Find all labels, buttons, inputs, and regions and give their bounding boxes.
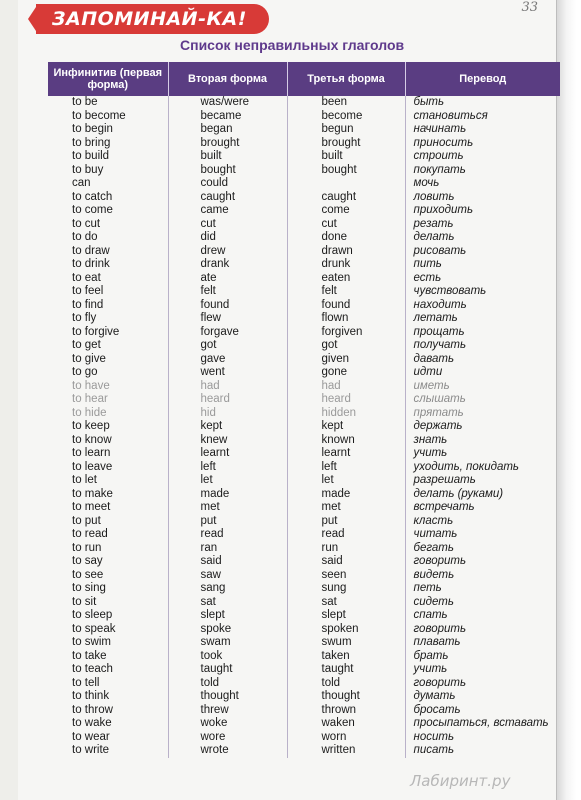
third-form-cell: begun bbox=[287, 123, 405, 137]
table-row bbox=[48, 515, 560, 529]
third-form-cell: built bbox=[287, 150, 405, 164]
infinitive-cell: to sit bbox=[48, 596, 168, 610]
second-form-cell: said bbox=[168, 555, 287, 569]
second-form-cell: told bbox=[168, 677, 287, 691]
infinitive-cell: to run bbox=[48, 542, 168, 556]
infinitive-cell: to begin bbox=[48, 123, 168, 137]
second-form-cell: took bbox=[168, 650, 287, 664]
translation-cell: знать bbox=[413, 433, 448, 446]
infinitive-cell: to throw bbox=[48, 704, 168, 718]
infinitive-cell: to be bbox=[48, 96, 168, 110]
translation-cell: уходить, покидать bbox=[413, 460, 519, 473]
table-row bbox=[48, 245, 560, 259]
second-form-cell: wore bbox=[168, 731, 287, 745]
second-form-cell: was/were bbox=[168, 96, 287, 110]
third-form-cell: said bbox=[287, 555, 405, 569]
table-row bbox=[48, 420, 560, 434]
table-row bbox=[48, 731, 560, 745]
second-form-cell: thought bbox=[168, 690, 287, 704]
third-form-cell: found bbox=[287, 299, 405, 313]
second-form-cell: let bbox=[168, 474, 287, 488]
table-row bbox=[48, 137, 560, 151]
infinitive-cell: to buy bbox=[48, 164, 168, 178]
table-row bbox=[48, 677, 560, 691]
table-row bbox=[48, 285, 560, 299]
second-form-cell: threw bbox=[168, 704, 287, 718]
table-row bbox=[48, 380, 560, 394]
third-form-cell: come bbox=[287, 204, 405, 218]
header-infinitive: Инфинитив (первая форма) bbox=[48, 62, 168, 96]
third-form-cell: been bbox=[287, 96, 405, 110]
third-form-cell: cut bbox=[287, 218, 405, 232]
table-body bbox=[48, 96, 560, 758]
translation-cell: слышать bbox=[413, 393, 466, 405]
page-title: Список неправильных глаголов bbox=[180, 37, 405, 53]
second-form-cell: drank bbox=[168, 258, 287, 272]
table-row bbox=[48, 744, 560, 758]
section-badge bbox=[36, 4, 269, 34]
infinitive-cell: to hide bbox=[48, 407, 168, 421]
table-row bbox=[48, 717, 560, 731]
second-form-cell: got bbox=[168, 339, 287, 353]
infinitive-cell: to bring bbox=[48, 137, 168, 151]
translation-cell: резать bbox=[413, 217, 454, 230]
infinitive-cell: to build bbox=[48, 150, 168, 164]
second-form-cell: put bbox=[168, 515, 287, 529]
second-form-cell: ran bbox=[168, 542, 287, 556]
table-row bbox=[48, 501, 560, 515]
third-form-cell: learnt bbox=[287, 447, 405, 461]
table-row bbox=[48, 704, 560, 718]
translation-cell: носить bbox=[413, 730, 454, 743]
infinitive-cell: to swim bbox=[48, 636, 168, 650]
page-corner-number: 33 bbox=[521, 0, 538, 15]
translation-cell: приносить bbox=[413, 136, 474, 149]
second-form-cell: woke bbox=[168, 717, 287, 731]
translation-cell: покупать bbox=[413, 163, 466, 176]
header-third-form: Третья форма bbox=[287, 62, 405, 96]
translation-cell: говорить bbox=[413, 622, 467, 635]
third-form-cell: forgiven bbox=[287, 326, 405, 340]
infinitive-cell: to keep bbox=[48, 420, 168, 434]
infinitive-cell: to go bbox=[48, 366, 168, 380]
infinitive-cell: to feel bbox=[48, 285, 168, 299]
translation-cell: учить bbox=[413, 447, 448, 459]
third-form-cell: eaten bbox=[287, 272, 405, 286]
infinitive-cell: to know bbox=[48, 434, 168, 448]
third-form-cell: sat bbox=[287, 596, 405, 610]
table-row bbox=[48, 204, 560, 218]
translation-cell: иметь bbox=[413, 379, 450, 392]
table-row bbox=[48, 231, 560, 245]
infinitive-cell: to eat bbox=[48, 272, 168, 286]
second-form-cell: sang bbox=[168, 582, 287, 596]
translation-cell: встречать bbox=[413, 501, 475, 513]
translation-cell: думать bbox=[413, 690, 456, 702]
third-form-cell: spoken bbox=[287, 623, 405, 637]
infinitive-cell: to see bbox=[48, 569, 168, 583]
table-row bbox=[48, 542, 560, 556]
infinitive-cell: to do bbox=[48, 231, 168, 245]
infinitive-cell: to get bbox=[48, 339, 168, 353]
translation-cell: становиться bbox=[413, 109, 488, 122]
third-form-cell: bought bbox=[287, 164, 405, 178]
infinitive-cell: to drink bbox=[48, 258, 168, 272]
infinitive-cell: to catch bbox=[48, 191, 168, 205]
translation-cell: строить bbox=[413, 150, 464, 162]
table-row bbox=[48, 488, 560, 502]
third-form-cell: done bbox=[287, 231, 405, 245]
translation-cell: мочь bbox=[413, 177, 440, 189]
translation-cell: сидеть bbox=[413, 595, 454, 608]
third-form-cell: felt bbox=[287, 285, 405, 299]
second-form-cell: knew bbox=[168, 434, 287, 448]
table-row bbox=[48, 96, 560, 110]
third-form-cell: swum bbox=[287, 636, 405, 650]
second-form-cell: left bbox=[168, 461, 287, 475]
third-form-cell: run bbox=[287, 542, 405, 556]
third-form-cell: given bbox=[287, 353, 405, 367]
infinitive-cell: to read bbox=[48, 528, 168, 542]
table-row bbox=[48, 407, 560, 421]
third-form-cell: let bbox=[287, 474, 405, 488]
infinitive-cell: can bbox=[48, 177, 168, 191]
infinitive-cell: to put bbox=[48, 515, 168, 529]
table-row bbox=[48, 191, 560, 205]
infinitive-cell: to write bbox=[48, 744, 168, 758]
table-row bbox=[48, 272, 560, 286]
infinitive-cell: to wear bbox=[48, 731, 168, 745]
table-row bbox=[48, 353, 560, 367]
translation-cell: ловить bbox=[413, 190, 455, 203]
translation-cell: петь bbox=[413, 582, 442, 594]
third-form-cell: taken bbox=[287, 650, 405, 664]
infinitive-cell: to sleep bbox=[48, 609, 168, 623]
infinitive-cell: to fly bbox=[48, 312, 168, 326]
second-form-cell: learnt bbox=[168, 447, 287, 461]
third-form-cell: worn bbox=[287, 731, 405, 745]
table-row bbox=[48, 434, 560, 448]
second-form-cell: had bbox=[168, 380, 287, 394]
infinitive-cell: to leave bbox=[48, 461, 168, 475]
translation-cell: плавать bbox=[413, 636, 461, 648]
third-form-cell: left bbox=[287, 461, 405, 475]
infinitive-cell: to say bbox=[48, 555, 168, 569]
table-row bbox=[48, 258, 560, 272]
second-form-cell: found bbox=[168, 299, 287, 313]
third-form-cell: thought bbox=[287, 690, 405, 704]
third-form-cell: hidden bbox=[287, 407, 405, 421]
infinitive-cell: to come bbox=[48, 204, 168, 218]
infinitive-cell: to sing bbox=[48, 582, 168, 596]
translation-cell: делать (руками) bbox=[413, 487, 504, 500]
translation-cell: чувствовать bbox=[413, 285, 487, 297]
third-form-cell: become bbox=[287, 110, 405, 124]
table-row bbox=[48, 582, 560, 596]
second-form-cell: sat bbox=[168, 596, 287, 610]
table-row bbox=[48, 110, 560, 124]
table-header-row bbox=[48, 62, 560, 96]
third-form-cell: written bbox=[287, 744, 405, 758]
translation-cell: есть bbox=[413, 271, 442, 284]
second-form-cell: gave bbox=[168, 353, 287, 367]
third-form-cell: caught bbox=[287, 191, 405, 205]
second-form-cell: saw bbox=[168, 569, 287, 583]
second-form-cell: read bbox=[168, 528, 287, 542]
third-form-cell: drawn bbox=[287, 245, 405, 259]
infinitive-cell: to make bbox=[48, 488, 168, 502]
infinitive-cell: to meet bbox=[48, 501, 168, 515]
third-form-cell: gone bbox=[287, 366, 405, 380]
table-row bbox=[48, 177, 560, 191]
translation-cell: держать bbox=[413, 420, 463, 432]
second-form-cell: heard bbox=[168, 393, 287, 407]
translation-cell: получать bbox=[413, 339, 467, 351]
translation-cell: говорить bbox=[413, 555, 467, 567]
table-row bbox=[48, 650, 560, 664]
translation-cell: рисовать bbox=[413, 244, 467, 257]
second-form-cell: could bbox=[168, 177, 287, 191]
third-form-cell: met bbox=[287, 501, 405, 515]
infinitive-cell: to think bbox=[48, 690, 168, 704]
table-row bbox=[48, 555, 560, 569]
second-form-cell: wrote bbox=[168, 744, 287, 758]
translation-cell: начинать bbox=[413, 123, 467, 135]
header-translation: Перевод bbox=[405, 62, 560, 96]
third-form-cell: waken bbox=[287, 717, 405, 731]
watermark: Лабиринт.ру bbox=[410, 772, 511, 790]
infinitive-cell: to draw bbox=[48, 245, 168, 259]
translation-cell: спать bbox=[413, 609, 448, 621]
translation-cell: бегать bbox=[413, 541, 454, 554]
table-row bbox=[48, 164, 560, 178]
second-form-cell: built bbox=[168, 150, 287, 164]
second-form-cell: kept bbox=[168, 420, 287, 434]
table-row bbox=[48, 312, 560, 326]
infinitive-cell: to speak bbox=[48, 623, 168, 637]
third-form-cell: had bbox=[287, 380, 405, 394]
translation-cell: бросать bbox=[413, 703, 461, 716]
translation-cell: прощать bbox=[413, 325, 465, 338]
translation-cell: идти bbox=[413, 366, 443, 378]
table-row bbox=[48, 528, 560, 542]
second-form-cell: felt bbox=[168, 285, 287, 299]
translation-cell: читать bbox=[413, 528, 458, 540]
translation-cell: приходить bbox=[413, 204, 474, 216]
translation-cell: писать bbox=[413, 744, 454, 756]
table-row bbox=[48, 447, 560, 461]
third-form-cell: made bbox=[287, 488, 405, 502]
table-row bbox=[48, 393, 560, 407]
table-row bbox=[48, 123, 560, 137]
second-form-cell: swam bbox=[168, 636, 287, 650]
irregular-verbs-table bbox=[48, 62, 560, 758]
translation-cell: говорить bbox=[413, 676, 467, 689]
second-form-cell: became bbox=[168, 110, 287, 124]
table-row bbox=[48, 461, 560, 475]
infinitive-cell: to find bbox=[48, 299, 168, 313]
infinitive-cell: to let bbox=[48, 474, 168, 488]
second-form-cell: caught bbox=[168, 191, 287, 205]
infinitive-cell: to wake bbox=[48, 717, 168, 731]
second-form-cell: hid bbox=[168, 407, 287, 421]
table-row bbox=[48, 663, 560, 677]
infinitive-cell: to teach bbox=[48, 663, 168, 677]
third-form-cell: put bbox=[287, 515, 405, 529]
infinitive-cell: to have bbox=[48, 380, 168, 394]
third-form-cell: told bbox=[287, 677, 405, 691]
infinitive-cell: to learn bbox=[48, 447, 168, 461]
table-row bbox=[48, 636, 560, 650]
table-row bbox=[48, 218, 560, 232]
third-form-cell: thrown bbox=[287, 704, 405, 718]
third-form-cell: taught bbox=[287, 663, 405, 677]
second-form-cell: did bbox=[168, 231, 287, 245]
infinitive-cell: to give bbox=[48, 353, 168, 367]
infinitive-cell: to hear bbox=[48, 393, 168, 407]
second-form-cell: flew bbox=[168, 312, 287, 326]
third-form-cell: sung bbox=[287, 582, 405, 596]
translation-cell: прятать bbox=[413, 406, 464, 419]
second-form-cell: drew bbox=[168, 245, 287, 259]
translation-cell: давать bbox=[413, 352, 455, 365]
translation-cell: делать bbox=[413, 231, 455, 243]
third-form-cell: brought bbox=[287, 137, 405, 151]
third-form-cell: read bbox=[287, 528, 405, 542]
translation-cell: видеть bbox=[413, 568, 455, 581]
translation-cell: учить bbox=[413, 663, 448, 675]
second-form-cell: cut bbox=[168, 218, 287, 232]
second-form-cell: slept bbox=[168, 609, 287, 623]
third-form-cell: flown bbox=[287, 312, 405, 326]
second-form-cell: came bbox=[168, 204, 287, 218]
second-form-cell: began bbox=[168, 123, 287, 137]
table-row bbox=[48, 339, 560, 353]
second-form-cell: forgave bbox=[168, 326, 287, 340]
third-form-cell: slept bbox=[287, 609, 405, 623]
translation-cell: быть bbox=[413, 96, 445, 108]
third-form-cell: got bbox=[287, 339, 405, 353]
table-row bbox=[48, 569, 560, 583]
table-row bbox=[48, 690, 560, 704]
table-row bbox=[48, 474, 560, 488]
second-form-cell: went bbox=[168, 366, 287, 380]
translation-cell: находить bbox=[413, 298, 467, 311]
infinitive-cell: to cut bbox=[48, 218, 168, 232]
infinitive-cell: to take bbox=[48, 650, 168, 664]
third-form-cell: seen bbox=[287, 569, 405, 583]
third-form-cell bbox=[287, 177, 405, 191]
third-form-cell: kept bbox=[287, 420, 405, 434]
badge-text: ЗАПОМИНАЙ-КА! bbox=[52, 8, 247, 30]
third-form-cell: heard bbox=[287, 393, 405, 407]
infinitive-cell: to tell bbox=[48, 677, 168, 691]
table-row bbox=[48, 150, 560, 164]
second-form-cell: spoke bbox=[168, 623, 287, 637]
infinitive-cell: to become bbox=[48, 110, 168, 124]
header-second-form: Вторая форма bbox=[168, 62, 287, 96]
second-form-cell: brought bbox=[168, 137, 287, 151]
translation-cell: класть bbox=[413, 514, 454, 527]
second-form-cell: made bbox=[168, 488, 287, 502]
second-form-cell: met bbox=[168, 501, 287, 515]
table-row bbox=[48, 596, 560, 610]
translation-cell: просыпаться, вставать bbox=[413, 717, 549, 729]
infinitive-cell: to forgive bbox=[48, 326, 168, 340]
table-row bbox=[48, 299, 560, 313]
second-form-cell: taught bbox=[168, 663, 287, 677]
third-form-cell: known bbox=[287, 434, 405, 448]
translation-cell: разрешать bbox=[413, 474, 476, 486]
table-row bbox=[48, 609, 560, 623]
table-row bbox=[48, 326, 560, 340]
second-form-cell: ate bbox=[168, 272, 287, 286]
translation-cell: летать bbox=[413, 312, 458, 324]
second-form-cell: bought bbox=[168, 164, 287, 178]
table-row bbox=[48, 623, 560, 637]
third-form-cell: drunk bbox=[287, 258, 405, 272]
translation-cell: пить bbox=[413, 258, 442, 270]
table-row bbox=[48, 366, 560, 380]
translation-cell: брать bbox=[413, 649, 449, 662]
